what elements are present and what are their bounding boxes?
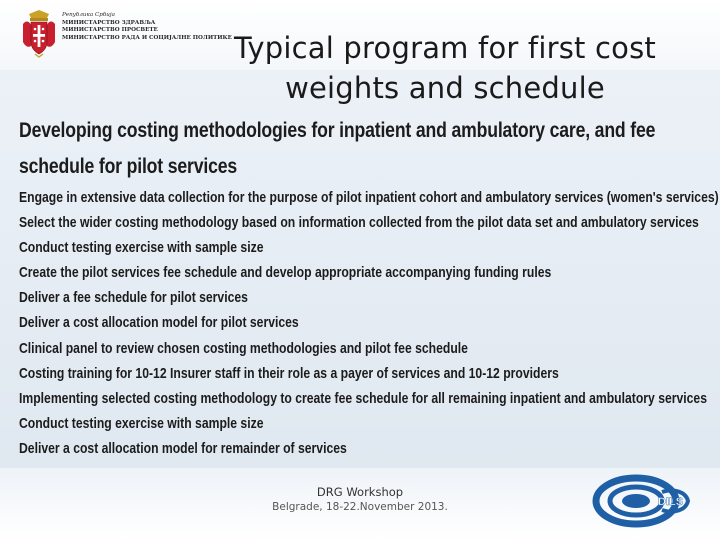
program-step: Conduct testing exercise with sample size xyxy=(19,240,264,257)
ministry-line: МИНИСТАРСТВО РАДА И СОЦИЈАЛНЕ ПОЛИТИКЕ xyxy=(62,34,232,41)
program-step: Conduct testing exercise with sample size xyxy=(19,415,264,432)
program-step: Clinical panel to review chosen costing methodologies and pilot fee schedule xyxy=(19,340,468,357)
program-step: Deliver a cost allocation model for pilot services xyxy=(19,315,299,332)
dils-logo-icon xyxy=(592,474,692,528)
section-heading-line: schedule for pilot services xyxy=(19,155,238,178)
program-step: Engage in extensive data collection for the purpose of pilot inpatient cohort and ambulatory services (women's services) xyxy=(19,190,719,206)
ministry-line: МИНИСТАРСТВО ЗДРАВЉА xyxy=(62,19,156,26)
program-step-list xyxy=(19,186,719,462)
footer-place-date: Belgrade, 18-22.November 2013. xyxy=(272,501,448,513)
serbian-coat-of-arms-icon xyxy=(22,8,56,58)
slide-title-line: weights and schedule xyxy=(285,71,605,105)
ministry-line: Република Србија xyxy=(62,12,115,18)
slide-title-line: Typical program for first cost xyxy=(234,31,656,65)
footer xyxy=(240,484,480,515)
program-step: Costing training for 10-12 Insurer staff in their role as a payer of services and 10-12 providers xyxy=(19,365,559,382)
program-step: Deliver a cost allocation model for remainder of services xyxy=(19,440,347,457)
footer-event: DRG Workshop xyxy=(316,485,404,499)
section-heading-line: Developing costing methodologies for inpatient and ambulatory care, and fee xyxy=(19,119,656,142)
program-step: Create the pilot services fee schedule and develop appropriate accompanying funding rules xyxy=(19,265,552,282)
dils-logo-text: DILS xyxy=(658,496,684,508)
section-heading xyxy=(19,113,708,185)
program-step: Deliver a fee schedule for pilot services xyxy=(19,290,248,307)
program-step: Implementing selected costing methodology to create fee schedule for all remaining inpatient and ambulatory services xyxy=(19,390,708,407)
slide-title xyxy=(200,28,690,108)
program-step: Select the wider costing methodology based on information collected from the pilot data set and ambulatory services xyxy=(19,215,699,232)
ministry-header xyxy=(22,8,232,64)
ministry-line: МИНИСТАРСТВО ПРОСВЕТЕ xyxy=(62,27,158,34)
